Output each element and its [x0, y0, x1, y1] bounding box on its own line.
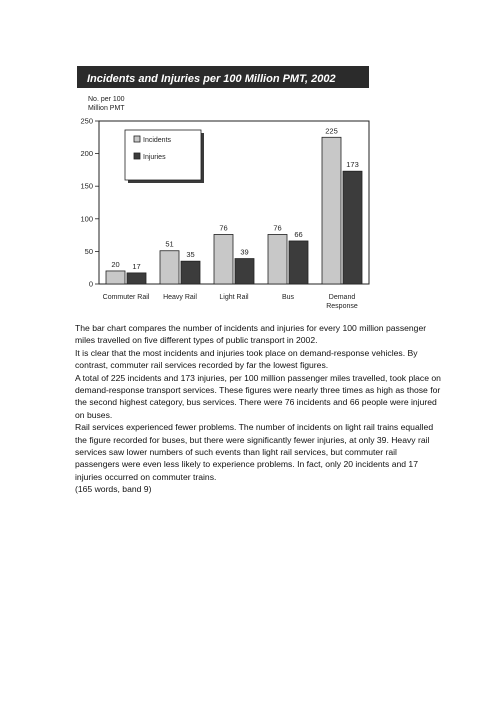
- bar-incidents: [268, 234, 287, 284]
- bar-value-label: 76: [219, 223, 228, 233]
- bar-value-label: 17: [132, 261, 141, 271]
- legend-swatch-incidents: [134, 136, 140, 142]
- bar-incidents: [106, 271, 125, 284]
- bar-incidents: [214, 234, 233, 284]
- x-tick-label: Commuter Rail: [102, 294, 150, 301]
- essay-paragraph: The bar chart compares the number of incidents and injuries for every 100 million passenger miles travelled on five different types of public transport in 2002.: [75, 323, 427, 346]
- y-tick-label: 100: [80, 214, 93, 224]
- bar-injuries: [235, 259, 254, 284]
- model-answer-essay: [75, 322, 443, 496]
- x-tick-label: Light Rail: [219, 294, 249, 301]
- essay-paragraph: A total of 225 incidents and 173 injuries, per 100 million passenger miles travelled, took place on demand-response transport services. These figures were nearly three times as high as those for the second highest category, bus services. There were 76 incidents and 66 people were injured on buses.: [75, 372, 441, 420]
- x-axis-labels: [103, 294, 358, 310]
- y-axis-label: [88, 96, 125, 112]
- x-tick-label: Response: [326, 303, 358, 310]
- bar-chart: [0, 0, 500, 320]
- legend: [125, 130, 204, 183]
- y-axis-ticks: [80, 117, 99, 289]
- legend-label-incidents: Incidents: [143, 137, 172, 144]
- chart-title: Incidents and Injuries per 100 Million PMT, 2002: [87, 73, 336, 85]
- bar-injuries: [127, 273, 146, 284]
- y-tick-label: 200: [80, 149, 93, 159]
- bar-value-label: 39: [240, 247, 249, 257]
- bar-value-label: 225: [325, 126, 338, 136]
- x-tick-label: Bus: [281, 294, 295, 301]
- essay-paragraph: Rail services experienced fewer problems. The number of incidents on light rail trains equalled the figure recorded for buses, but there were significantly fewer injuries, at only 39. Heavy rail services saw lower numbers of such events than light rail services, but commuter rail passengers were even less likely to experience problems. In fact, only 20 incidents and 17 injuries occurred on commuter trains.: [75, 422, 434, 482]
- bar-incidents: [322, 137, 341, 284]
- bar-value-label: 35: [186, 250, 195, 260]
- bar-value-label: 76: [273, 223, 282, 233]
- y-tick-label: 50: [84, 246, 93, 256]
- x-tick-label: Heavy Rail: [163, 294, 197, 301]
- y-tick-label: 250: [80, 116, 93, 126]
- essay-paragraph: (165 words, band 9): [75, 484, 152, 495]
- x-tick-label: Demand: [328, 294, 356, 301]
- essay-paragraph: It is clear that the most incidents and injuries took place on demand-response vehicles. By contrast, commuter rail services recorded by far the lowest figures.: [75, 347, 418, 371]
- legend-label-injuries: Injuries: [143, 154, 166, 161]
- bar-injuries: [181, 261, 200, 284]
- y-axis-label-line: No. per 100: [88, 96, 125, 103]
- bar-value-label: 66: [294, 229, 303, 239]
- y-tick-label: 0: [88, 279, 93, 289]
- bar-value-label: 51: [165, 239, 174, 249]
- bar-injuries: [343, 171, 362, 284]
- legend-swatch-injuries: [134, 153, 140, 159]
- bar-injuries: [289, 241, 308, 284]
- bar-value-label: 173: [346, 160, 359, 170]
- y-axis-label-line: Million PMT: [88, 105, 125, 112]
- bar-value-label: 20: [111, 259, 120, 269]
- bar-incidents: [160, 251, 179, 284]
- y-tick-label: 150: [80, 181, 93, 191]
